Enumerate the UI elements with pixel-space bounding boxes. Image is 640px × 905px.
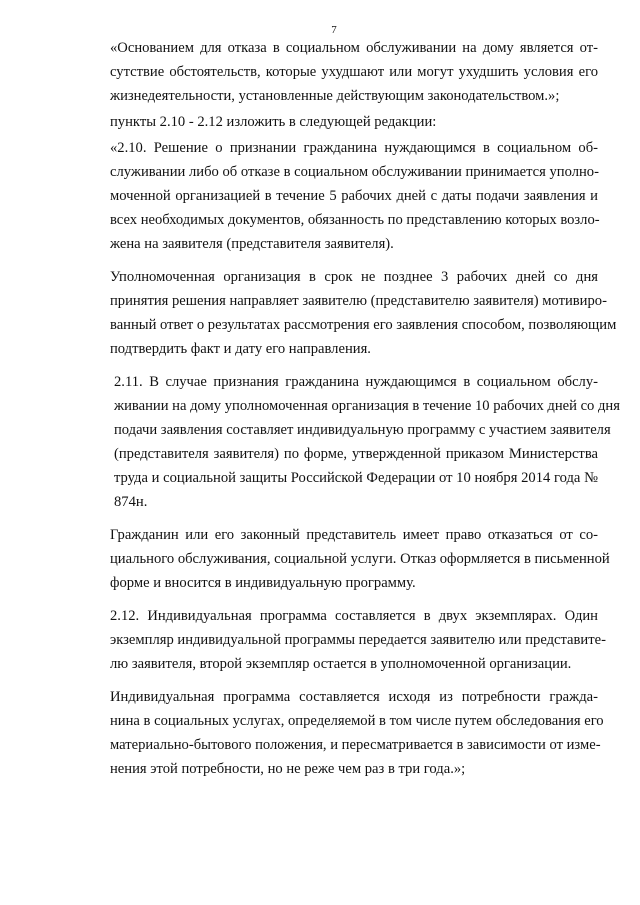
text-line: 2.11. В случае признания гражданина нуждающимся в социальном обслу- bbox=[114, 374, 598, 390]
text-line: ванный ответ о результатах рассмотрения его заявления способом, позволяющим bbox=[110, 317, 617, 333]
text-line: жизнедеятельности, установленные действующим законодательством.»; bbox=[110, 88, 560, 104]
paragraph-decision-notice bbox=[70, 265, 617, 361]
paragraph-refusal-right bbox=[70, 523, 610, 595]
text-line: нина в социальных услугах, определяемой в том числе путем обследования его bbox=[110, 713, 604, 729]
text-line: Уполномоченная организация в срок не позднее 3 рабочих дней со дня bbox=[110, 269, 598, 285]
text-line: подтвердить факт и дату его направления. bbox=[110, 341, 371, 357]
text-line: жена на заявителя (представителя заявителя). bbox=[110, 236, 394, 252]
text-line: моченной организацией в течение 5 рабочих дней с даты подачи заявления и bbox=[110, 188, 598, 204]
text-line: «2.10. Решение о признании гражданина нуждающимся в социальном об- bbox=[110, 140, 598, 156]
text-line: Индивидуальная программа составляется исходя из потребности гражда- bbox=[110, 689, 598, 705]
page-number: 7 bbox=[331, 24, 337, 36]
text-line: форме и вносится в индивидуальную программу. bbox=[110, 575, 416, 591]
document-page bbox=[70, 0, 620, 905]
paragraph-clause-2-10 bbox=[70, 136, 598, 256]
text-line: 2.12. Индивидуальная программа составляется в двух экземплярах. Один bbox=[110, 608, 598, 624]
text-line: пункты 2.10 - 2.12 изложить в следующей редакции: bbox=[110, 114, 437, 130]
paragraph-clause-2-12 bbox=[70, 604, 606, 676]
paragraph-program-review bbox=[70, 685, 604, 781]
text-line: труда и социальной защиты Российской Федерации от 10 ноября 2014 года № bbox=[114, 470, 598, 486]
text-line: циального обслуживания, социальной услуги. Отказ оформляется в письменной bbox=[110, 551, 610, 567]
text-line: служивании либо об отказе в социальном обслуживании принимается уполно- bbox=[110, 164, 599, 180]
text-line: экземпляр индивидуальной программы передается заявителю или представите- bbox=[110, 632, 606, 648]
text-line: живании на дому уполномоченная организация в течение 10 рабочих дней со дня bbox=[114, 398, 620, 414]
text-line: сутствие обстоятельств, которые ухудшают или могут ухудшить условия его bbox=[110, 64, 598, 80]
text-line: всех необходимых документов, обязанность по представлению которых возло- bbox=[110, 212, 600, 228]
document-body bbox=[70, 36, 620, 781]
paragraph-refusal-grounds bbox=[70, 36, 598, 108]
text-line: 874н. bbox=[114, 494, 148, 510]
text-line: материально-бытового положения, и пересматривается в зависимости от изме- bbox=[110, 737, 601, 753]
text-line: Гражданин или его законный представитель имеет право отказаться от со- bbox=[110, 527, 598, 543]
paragraph-clause-2-11 bbox=[70, 370, 620, 514]
text-line: подачи заявления составляет индивидуальную программу с участием заявителя bbox=[114, 422, 611, 438]
text-line: принятия решения направляет заявителю (представителю заявителя) мотивиро- bbox=[110, 293, 607, 309]
text-line: лю заявителя, второй экземпляр остается в уполномоченной организации. bbox=[110, 656, 572, 672]
text-line: (представителя заявителя) по форме, утвержденной приказом Министерства bbox=[114, 446, 598, 462]
text-line: нения этой потребности, но не реже чем раз в три года.»; bbox=[110, 761, 466, 777]
text-line: «Основанием для отказа в социальном обслуживании на дому является от- bbox=[110, 40, 598, 56]
paragraph-amendment-intro bbox=[70, 110, 598, 134]
